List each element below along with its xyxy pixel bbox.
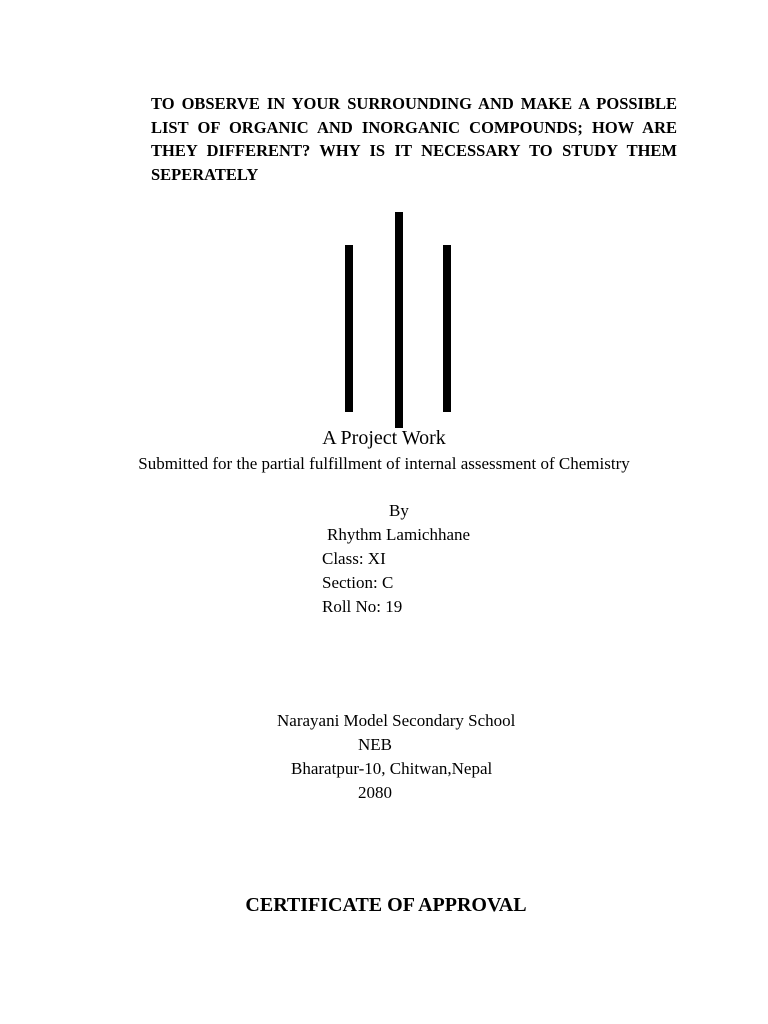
- author-roll: Roll No: 19: [322, 597, 403, 616]
- by-label: By: [389, 501, 409, 520]
- submitted-text: Submitted for the partial fulfillment of internal assessment of Chemistry: [138, 454, 630, 473]
- author-name: Rhythm Lamichhane: [327, 525, 471, 544]
- author-section: Section: C: [322, 573, 394, 592]
- author-class: Class: XI: [322, 549, 386, 568]
- decorative-bar-left: [345, 245, 353, 412]
- decorative-bar-right: [443, 245, 451, 412]
- school-address: Bharatpur-10, Chitwan,Nepal: [291, 759, 493, 778]
- board-name: NEB: [358, 735, 392, 754]
- year: 2080: [358, 783, 392, 802]
- document-title: TO OBSERVE IN YOUR SURROUNDING AND MAKE A POSSIBLE LIST OF ORGANIC AND INORGANIC COMPOUNDS; HOW ARE THEY DIFFERENT? WHY IS IT NECESSARY TO STUDY THEM SEPERATELY: [151, 94, 677, 184]
- decorative-bar-middle: [395, 212, 403, 428]
- certificate-heading: CERTIFICATE OF APPROVAL: [245, 894, 527, 916]
- school-name: Narayani Model Secondary School: [277, 711, 516, 730]
- project-label: A Project Work: [322, 427, 446, 449]
